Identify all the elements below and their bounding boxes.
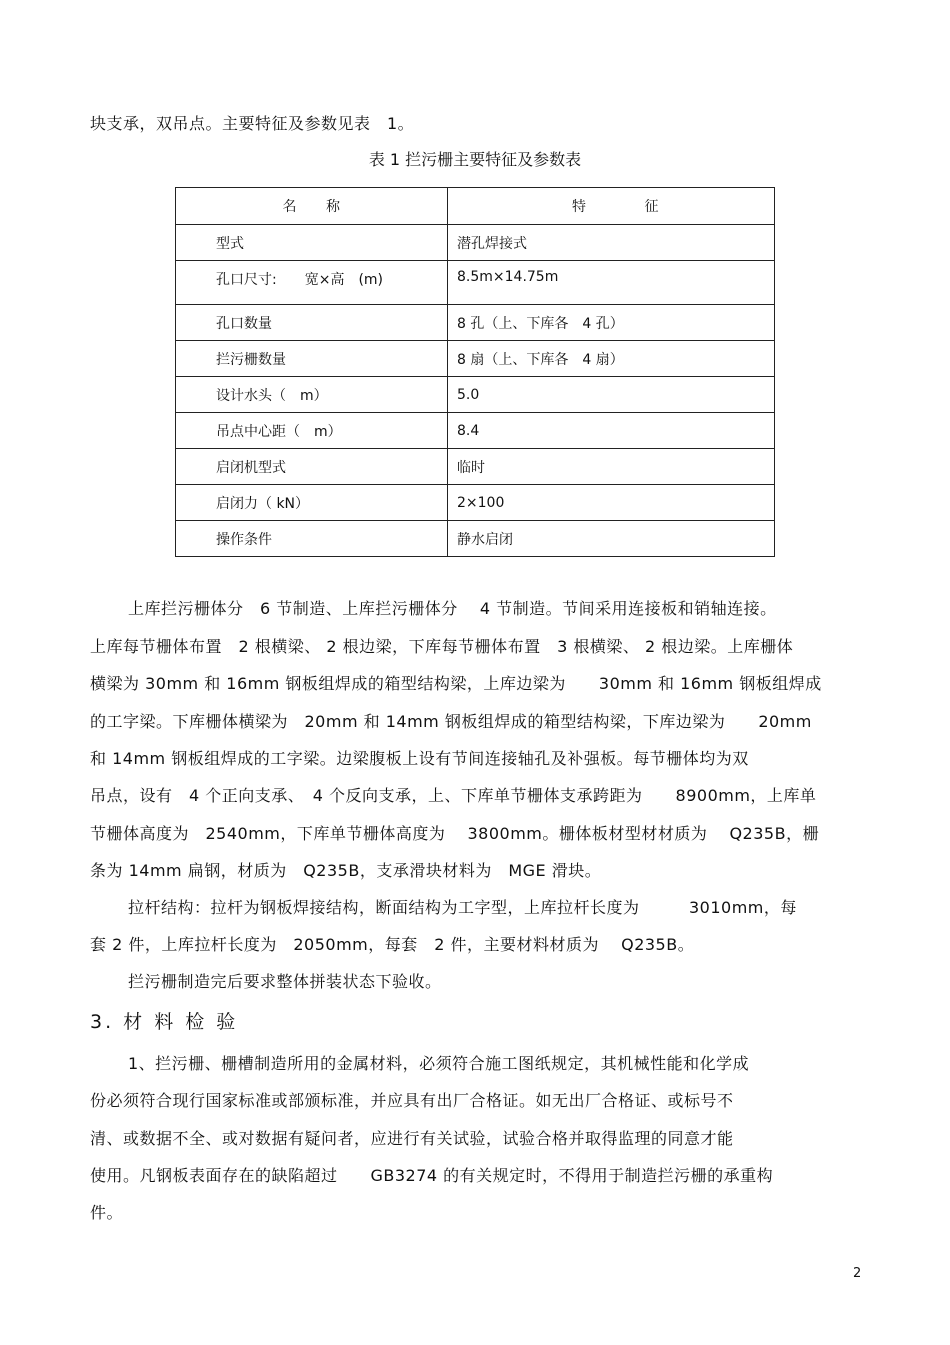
table-row [176, 377, 775, 413]
table-row [176, 485, 775, 521]
row-value: 5.0 [448, 377, 775, 413]
row-value: 2×100 [448, 485, 775, 521]
table-row [176, 305, 775, 341]
text-line: 节栅体高度为 2540mm，下库单节栅体高度为 3800mm。栅体板材型材材质为 Q235B，栅 [90, 824, 820, 843]
table-row [176, 261, 775, 305]
header-feature: 特 征 [448, 188, 775, 225]
row-label: 操作条件 [176, 521, 448, 557]
row-value: 8.5m×14.75m [448, 261, 775, 305]
row-label: 吊点中心距（ m） [176, 413, 448, 449]
table-row [176, 341, 775, 377]
row-value: 8 孔（上、下库各 4 孔） [448, 305, 775, 341]
row-label: 拦污栅数量 [176, 341, 448, 377]
row-value: 临时 [448, 449, 775, 485]
table-caption: 表 1 拦污栅主要特征及参数表 [368, 150, 582, 169]
text-line: 吊点，设有 4 个正向支承、 4 个反向支承，上、下库单节栅体支承跨距为 8900mm，上库单 [90, 786, 817, 805]
text-line: 套 2 件，上库拉杆长度为 2050mm，每套 2 件，主要材料材质为 Q235B。 [90, 935, 695, 954]
row-label: 孔口尺寸: 宽×高 (m) [176, 261, 448, 305]
row-label: 孔口数量 [176, 305, 448, 341]
header-name: 名 称 [176, 188, 448, 225]
table-header-row [176, 188, 775, 225]
text-line: 清、或数据不全、或对数据有疑问者，应进行有关试验，试验合格并取得监理的同意才能 [90, 1129, 734, 1148]
table-row [176, 521, 775, 557]
text-line: 份必须符合现行国家标准或部颁标准，并应具有出厂合格证。如无出厂合格证、或标号不 [90, 1091, 734, 1110]
section-heading: 3. 材 料 检 验 [90, 1011, 239, 1033]
text-line: 上库每节栅体布置 2 根横梁、 2 根边梁，下库每节栅体布置 3 根横梁、 2 根边梁。上库栅体 [90, 637, 794, 656]
row-label: 设计水头（ m） [176, 377, 448, 413]
page-number: 2 [853, 1266, 862, 1281]
text-line: 1、拦污栅、栅槽制造所用的金属材料，必须符合施工图纸规定，其机械性能和化学成 [128, 1054, 750, 1073]
row-value: 8.4 [448, 413, 775, 449]
table-row [176, 413, 775, 449]
text-line: 拉杆结构：拉杆为钢板焊接结构，断面结构为工字型，上库拉杆长度为 3010mm，每 [128, 898, 797, 917]
text-line: 使用。凡钢板表面存在的缺陷超过 GB3274 的有关规定时，不得用于制造拦污栅的承重构 [90, 1166, 774, 1185]
row-label: 启闭机型式 [176, 449, 448, 485]
text-line: 条为 14mm 扁钢，材质为 Q235B，支承滑块材料为 MGE 滑块。 [90, 861, 602, 880]
row-label: 启闭力（ kN） [176, 485, 448, 521]
text-line: 件。 [90, 1203, 124, 1222]
parameter-table [175, 187, 775, 557]
row-label: 型式 [176, 225, 448, 261]
intro-line: 块支承，双吊点。主要特征及参数见表 1。 [90, 114, 415, 133]
row-value: 8 扇（上、下库各 4 扇） [448, 341, 775, 377]
paragraph-acceptance: 拦污栅制造完后要求整体拼装状态下验收。 [128, 972, 442, 991]
table-row [176, 225, 775, 261]
row-value: 静水启闭 [448, 521, 775, 557]
row-value: 潜孔焊接式 [448, 225, 775, 261]
table-row [176, 449, 775, 485]
text-line: 横梁为 30mm 和 16mm 钢板组焊成的箱型结构梁，上库边梁为 30mm 和 16mm 钢板组焊成 [90, 674, 822, 693]
text-line: 上库拦污栅体分 6 节制造、上库拦污栅体分 4 节制造。节间采用连接板和销轴连接。 [128, 599, 777, 618]
text-line: 和 14mm 钢板组焊成的工字梁。边梁腹板上设有节间连接轴孔及补强板。每节栅体均为双 [90, 749, 749, 768]
text-line: 的工字梁。下库栅体横梁为 20mm 和 14mm 钢板组焊成的箱型结构梁，下库边梁为 20mm [90, 712, 812, 731]
